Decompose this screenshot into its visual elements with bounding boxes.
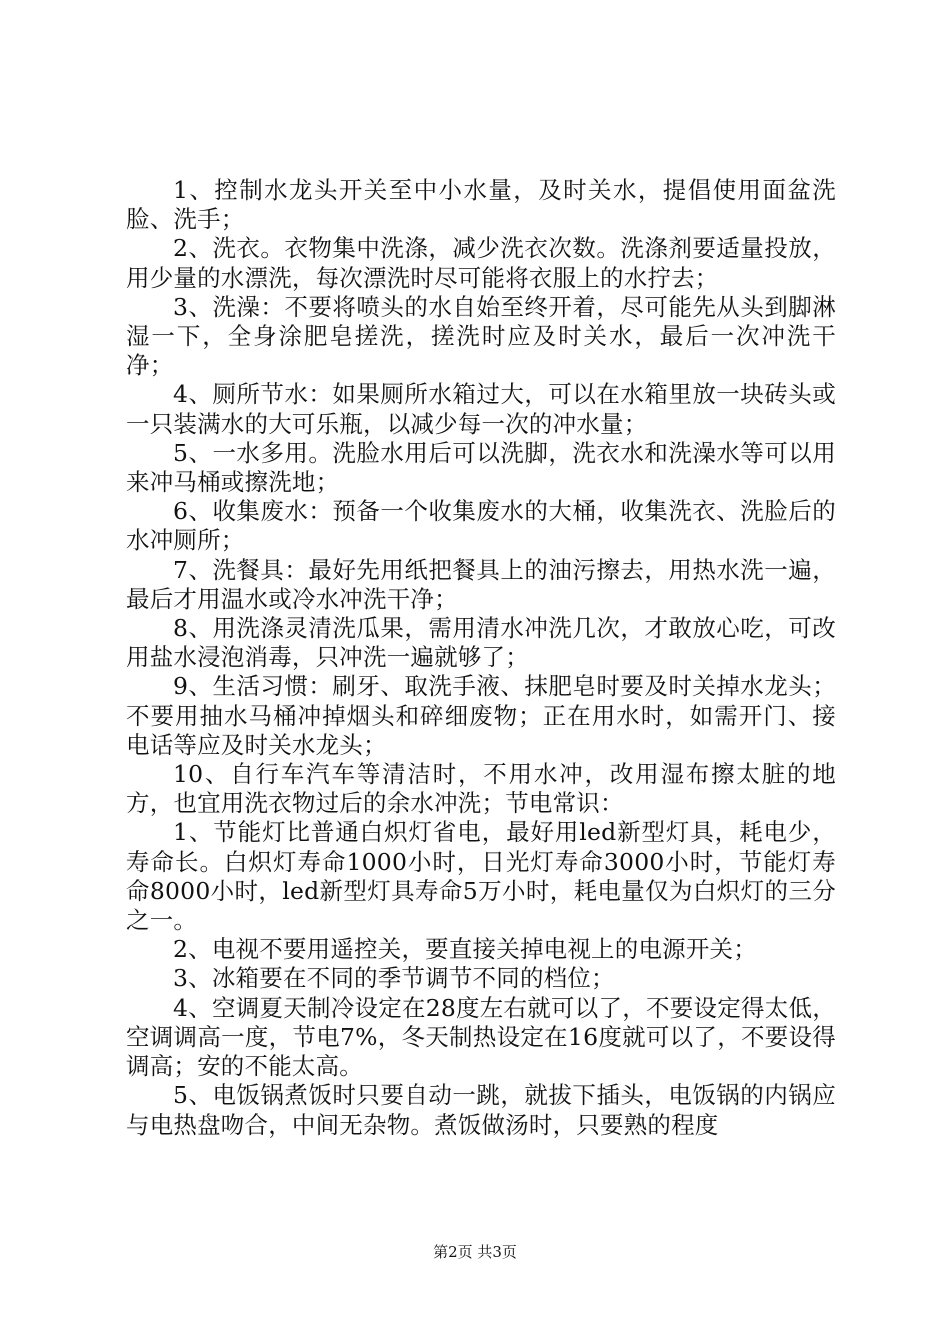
paragraph-water-10: 10、自行车汽车等清洁时，不用水冲，改用湿布擦太脏的地方，也宜用洗衣物过后的余水冲洗；节电常识： <box>126 760 836 818</box>
document-body <box>126 176 836 1140</box>
page-number-footer: 第2页 共3页 <box>433 1243 517 1261</box>
paragraph-water-4: 4、厕所节水：如果厕所水箱过大，可以在水箱里放一块砖头或一只装满水的大可乐瓶，以减少每一次的冲水量； <box>126 380 836 438</box>
paragraph-power-3: 3、冰箱要在不同的季节调节不同的档位； <box>173 964 615 993</box>
paragraph-water-1: 1、控制水龙头开关至中小水量，及时关水，提倡使用面盆洗脸、洗手； <box>126 176 836 234</box>
paragraph-water-3: 3、洗澡：不要将喷头的水自始至终开着，尽可能先从头到脚淋湿一下，全身涂肥皂搓洗，搓洗时应及时关水，最后一次冲洗干净； <box>126 292 836 380</box>
paragraph-water-6: 6、收集废水：预备一个收集废水的大桶，收集洗衣、洗脸后的水冲厕所； <box>126 497 836 555</box>
paragraph-power-5: 5、电饭锅煮饭时只要自动一跳，就拔下插头，电饭锅的内锅应与电热盘吻合，中间无杂物。煮饭做汤时，只要熟的程度 <box>126 1081 836 1139</box>
paragraph-power-2: 2、电视不要用遥控关，要直接关掉电视上的电源开关； <box>173 935 757 964</box>
paragraph-water-9: 9、生活习惯：刷牙、取洗手液、抹肥皂时要及时关掉水龙头；不要用抽水马桶冲掉烟头和碎细废物；正在用水时，如需开门、接电话等应及时关水龙头； <box>126 672 836 759</box>
paragraph-power-1: 1、节能灯比普通白炽灯省电，最好用led新型灯具，耗电少，寿命长。白炽灯寿命1000小时，日光灯寿命3000小时，节能灯寿命8000小时，led新型灯具寿命5万小时，耗电量仅为白炽灯的三分之一。 <box>126 818 836 935</box>
paragraph-water-8: 8、用洗涤灵清洗瓜果，需用清水冲洗几次，才敢放心吃，可改用盐水浸泡消毒，只冲洗一遍就够了； <box>126 614 836 672</box>
paragraph-water-7: 7、洗餐具：最好先用纸把餐具上的油污擦去，用热水洗一遍，最后才用温水或冷水冲洗干净； <box>126 555 836 613</box>
paragraph-water-2: 2、洗衣。衣物集中洗涤，减少洗衣次数。洗涤剂要适量投放，用少量的水漂洗，每次漂洗时尽可能将衣服上的水拧去； <box>126 234 836 292</box>
paragraph-water-5: 5、一水多用。洗脸水用后可以洗脚，洗衣水和洗澡水等可以用来冲马桶或擦洗地； <box>126 438 836 497</box>
paragraph-power-4: 4、空调夏天制冷设定在28度左右就可以了，不要设定得太低，空调调高一度，节电7%，冬天制热设定在16度就可以了，不要设得调高；安的不能太高。 <box>126 993 836 1081</box>
